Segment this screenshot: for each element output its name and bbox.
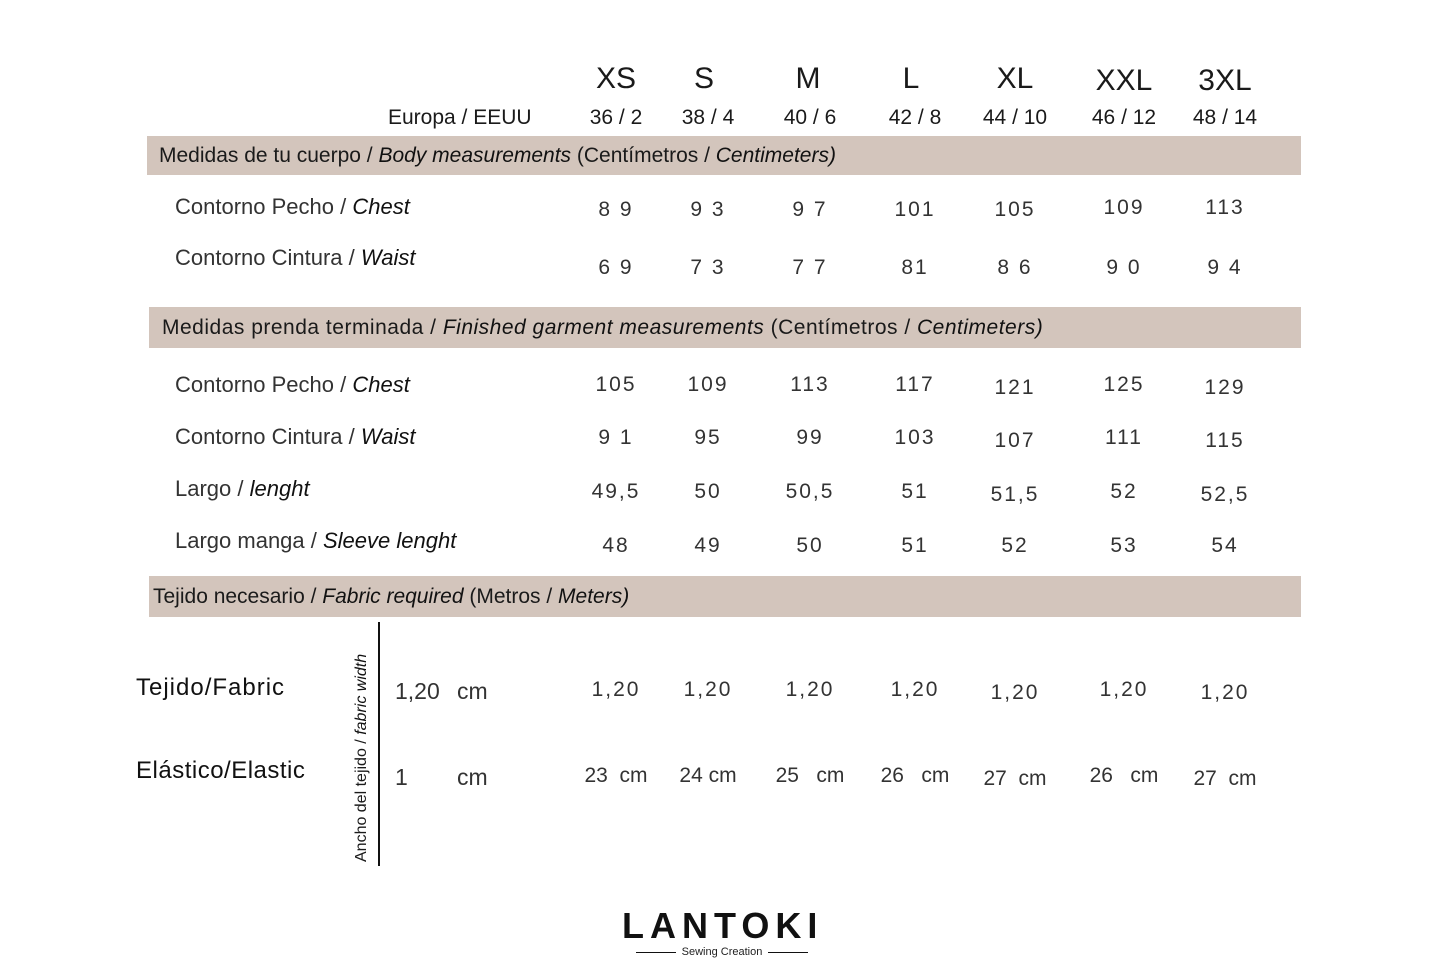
elastic-xxl: 26 cm (1089, 764, 1159, 787)
section-fabric-title-en: Fabric required (322, 585, 464, 608)
fabric-s: 1,20 (683, 678, 733, 701)
size-xxl: XXL (1095, 64, 1153, 97)
garment-chest-s: 109 (687, 373, 729, 396)
body-waist-xs: 6 9 (598, 256, 634, 279)
garment-waist-xxl: 111 (1105, 426, 1143, 449)
body-waist-xxl: 9 0 (1106, 256, 1142, 279)
section-body-title: Medidas de tu cuerpo / (159, 144, 379, 167)
fabric-m: 1,20 (785, 678, 835, 701)
fabric-xxl: 1,20 (1099, 678, 1149, 701)
fabric-3xl: 1,20 (1200, 681, 1250, 704)
garment-length-m: 50,5 (785, 480, 835, 503)
garment-sleeve-s: 49 (694, 534, 722, 557)
size-xl: XL (996, 62, 1034, 95)
eu-m: 40 / 6 (783, 106, 837, 129)
section-body-header (147, 136, 1301, 175)
fabric-xs: 1,20 (591, 678, 641, 701)
region-label: Europa / EEUU (388, 106, 532, 129)
fabric-width-vertical-label: Ancho del tejido / fabric width (353, 653, 370, 862)
garment-waist-3xl: 115 (1205, 429, 1245, 452)
garment-sleeve-xl: 52 (1001, 534, 1029, 557)
size-l: L (902, 62, 920, 95)
section-garment-unit: (Centímetros / (764, 316, 918, 339)
elastic-row-label: Elástico/Elastic (136, 757, 306, 784)
body-waist-3xl: 9 4 (1207, 256, 1243, 279)
section-garment-unit-en: Centimeters) (917, 316, 1044, 339)
garment-length-xl: 51,5 (990, 483, 1040, 506)
elastic-m: 25 cm (775, 764, 845, 787)
garment-chest-label: Contorno Pecho / Chest (175, 372, 410, 397)
body-waist-l: 81 (901, 256, 929, 279)
section-garment-header (149, 307, 1301, 348)
garment-chest-xxl: 125 (1103, 373, 1145, 396)
garment-sleeve-3xl: 54 (1211, 534, 1239, 557)
section-garment-title-en: Finished garment measurements (442, 316, 765, 339)
body-chest-3xl: 113 (1205, 196, 1245, 219)
fabric-l: 1,20 (890, 678, 940, 701)
body-chest-xs: 8 9 (598, 198, 634, 221)
eu-xs: 36 / 2 (589, 106, 643, 129)
garment-sleeve-xxl: 53 (1110, 534, 1138, 557)
garment-sleeve-l: 51 (901, 534, 929, 557)
fabric-width-divider (378, 622, 380, 866)
body-waist-m: 7 7 (792, 256, 828, 279)
body-chest-xl: 105 (994, 198, 1036, 221)
body-chest-s: 9 3 (690, 198, 726, 221)
garment-chest-xs: 105 (595, 373, 637, 396)
garment-waist-xl: 107 (994, 429, 1036, 452)
section-fabric-unit-en: Meters) (558, 585, 630, 608)
garment-chest-m: 113 (790, 373, 830, 396)
garment-waist-xs: 9 1 (598, 426, 634, 449)
brand-tagline: Sewing Creation (622, 946, 822, 958)
garment-chest-l: 117 (895, 373, 935, 396)
eu-l: 42 / 8 (888, 106, 942, 129)
elastic-width-value: 1 (395, 764, 408, 790)
fabric-row-label: Tejido/Fabric (136, 674, 286, 701)
body-chest-xxl: 109 (1103, 196, 1145, 219)
eu-xxl: 46 / 12 (1091, 106, 1157, 129)
body-waist-s: 7 3 (690, 256, 726, 279)
garment-waist-m: 99 (796, 426, 824, 449)
section-fabric-unit: (Metros / (463, 585, 559, 608)
elastic-xl: 27 cm (983, 767, 1047, 790)
garment-waist-s: 95 (694, 426, 722, 449)
body-waist-xl: 8 6 (997, 256, 1033, 279)
garment-length-xs: 49,5 (591, 480, 641, 503)
elastic-3xl: 27 cm (1193, 767, 1257, 790)
body-chest-l: 101 (894, 198, 936, 221)
size-3xl: 3XL (1198, 64, 1252, 97)
elastic-l: 26 cm (880, 764, 950, 787)
size-m: M (795, 62, 821, 95)
elastic-xs: 23 cm (584, 764, 648, 787)
elastic-s: 24 cm (679, 764, 737, 787)
brand-logo (622, 905, 824, 958)
size-s: S (693, 62, 714, 95)
section-body-unit-en: Centimeters) (715, 144, 836, 167)
section-body-title-en: Body measurements (378, 144, 572, 167)
body-chest-label: Contorno Pecho / Chest (175, 194, 410, 219)
eu-s: 38 / 4 (681, 106, 735, 129)
section-fabric-header (149, 576, 1301, 617)
garment-waist-label: Contorno Cintura / Waist (175, 424, 416, 449)
elastic-width-unit: cm (457, 764, 488, 790)
brand-name: LANTOKI (622, 905, 824, 946)
garment-length-s: 50 (694, 480, 722, 503)
fabric-width-unit: cm (457, 678, 488, 704)
section-body-unit: (Centímetros / (571, 144, 716, 167)
fabric-width-value: 1,20 (395, 678, 440, 704)
size-xs: XS (595, 62, 637, 95)
garment-sleeve-label: Largo manga / Sleeve lenght (175, 528, 457, 553)
garment-length-3xl: 52,5 (1200, 483, 1250, 506)
section-garment-title: Medidas prenda terminada / (162, 316, 443, 339)
body-chest-m: 9 7 (792, 198, 828, 221)
body-waist-label: Contorno Cintura / Waist (175, 245, 416, 270)
eu-xl: 44 / 10 (982, 106, 1048, 129)
garment-sleeve-xs: 48 (602, 534, 630, 557)
garment-length-label: Largo / lenght (175, 476, 310, 501)
garment-length-l: 51 (901, 480, 929, 503)
garment-length-xxl: 52 (1110, 480, 1138, 503)
garment-sleeve-m: 50 (796, 534, 824, 557)
eu-3xl: 48 / 14 (1192, 106, 1258, 129)
garment-chest-xl: 121 (994, 376, 1036, 399)
garment-chest-3xl: 129 (1204, 376, 1246, 399)
fabric-xl: 1,20 (990, 681, 1040, 704)
section-fabric-title: Tejido necesario / (153, 585, 323, 608)
garment-waist-l: 103 (894, 426, 936, 449)
